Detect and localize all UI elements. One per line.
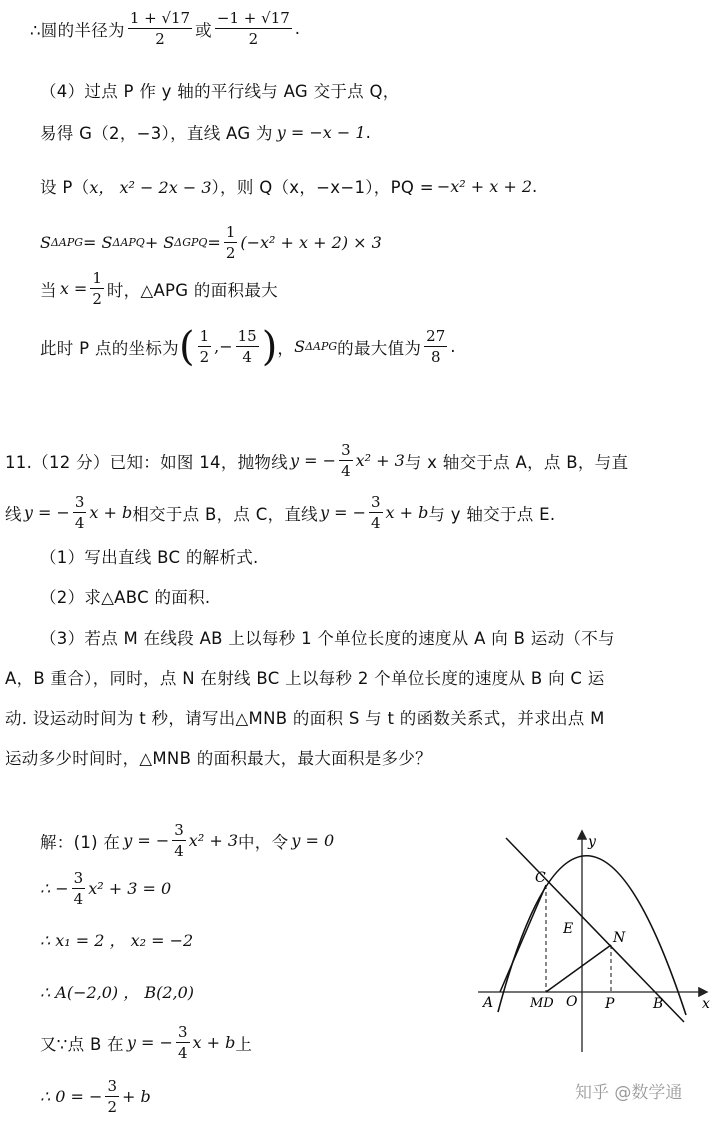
q11-part1: （1）写出直线 BC 的解析式. xyxy=(40,548,259,567)
line-bc xyxy=(506,838,684,1022)
fraction: $\frac{3}{4}$ xyxy=(174,821,184,860)
max-at-line: 当 x = $\frac{1}{2}$ 时，△APG 的面积最大 xyxy=(40,269,278,308)
fraction: $\frac{27}{8}$ xyxy=(426,327,446,366)
label-n: N xyxy=(613,930,626,946)
parabola-curve xyxy=(498,856,686,1015)
segment-ac xyxy=(500,885,546,992)
fraction: $\frac{3}{4}$ xyxy=(341,441,351,480)
p-coordinate-line: 此时 P 点的坐标为 ( $\frac{1}{2}$ ,− $\frac{15}{4}$ ) ， S ΔAPG 的最大值为 $\frac{27}{8}$ . xyxy=(40,323,456,370)
label-c: C xyxy=(535,870,546,886)
solution-line-3: ∴ x₁ = 2 ， x₂ = −2 xyxy=(40,931,194,950)
fraction: $\frac{3}{4}$ xyxy=(371,493,381,532)
q11-line-2: 线 y = − $\frac{3}{4}$ x + b 相交于点 B，点 C，直线 y = − $\frac{3}{4}$ x + b 与 y 轴交于点 E. xyxy=(5,493,556,532)
radius-prefix: ∴圆的半径为 xyxy=(30,20,125,40)
watermark: 知乎 @数学通 xyxy=(575,1083,683,1103)
q11-part3-line4: 运动多少时间时，△MNB 的面积最大，最大面积是多少？ xyxy=(5,749,432,768)
fraction: $\frac{1}{2}$ xyxy=(199,327,210,366)
q11-part3-line1: （3）若点 M 在线段 AB 上以每秒 1 个单位长度的速度从 A 向 B 运动（不与 xyxy=(40,629,615,648)
label-x: x xyxy=(702,996,710,1012)
solution-line-2: ∴ − $\frac{3}{4}$ x² + 3 = 0 xyxy=(40,869,172,908)
label-o: O xyxy=(566,994,578,1010)
fraction: $\frac{3}{4}$ xyxy=(74,493,85,532)
line-ag: 易得 G（2，−3），直线 AG 为 y = −x − 1 . xyxy=(40,122,372,143)
label-a: A xyxy=(483,995,494,1011)
label-p: P xyxy=(605,996,615,1012)
q11-part3-line2: A，B 重合），同时，点 N 在射线 BC 上以每秒 2 个单位长度的速度从 B 向 C 运 xyxy=(5,669,605,688)
area-formula: S ΔAPG = S ΔAPQ + S ΔGPQ = $\frac{1}{2}$ (−x² + x + 2) × 3 xyxy=(40,223,382,262)
fraction: $\frac{1}{2}$ xyxy=(225,223,236,262)
label-md: MD xyxy=(530,996,554,1011)
fraction: $\frac{3}{2}$ xyxy=(107,1077,117,1116)
parabola-figure xyxy=(470,820,720,1070)
fraction: $\frac{-1 + √17}{2}$ xyxy=(216,9,290,48)
fraction: $\frac{3}{4}$ xyxy=(177,1023,188,1062)
q11-part3-line3: 动. 设运动时间为 t 秒，请写出△MNB 的面积 S 与 t 的函数关系式，并求出点 M xyxy=(5,709,605,728)
solution-line-1: 解：(1) 在 y = − $\frac{3}{4}$ x² + 3 中，令 y = 0 xyxy=(40,821,335,860)
label-y: y xyxy=(588,834,596,850)
fraction: $\frac{1}{2}$ xyxy=(92,269,102,308)
solution-line-6: ∴ 0 = − $\frac{3}{2}$ + b xyxy=(40,1077,151,1116)
radius-line: ∴圆的半径为 $\frac{1 + √17}{2}$ 或 $\frac{-1 + √17}{2}$ . xyxy=(30,9,301,48)
label-e: E xyxy=(563,921,574,937)
solution-line-4: ∴ A(−2,0) ， B(2,0) xyxy=(40,983,195,1002)
pq-line: 设 P（ x， x² − 2x − 3 ），则 Q（x，−x−1），PQ = −x² + x + 2 . xyxy=(40,176,538,197)
solution-line-5: 又∵点 B 在 y = − $\frac{3}{4}$ x + b 上 xyxy=(40,1023,253,1062)
fraction: $\frac{1 + √17}{2}$ xyxy=(129,9,191,48)
segment-mn xyxy=(546,945,611,992)
fraction: $\frac{15}{4}$ xyxy=(237,327,257,366)
step4-line: （4）过点 P 作 y 轴的平行线与 AG 交于点 Q， xyxy=(40,82,400,101)
label-b: B xyxy=(653,996,664,1012)
q11-part2: （2）求△ABC 的面积. xyxy=(40,588,211,607)
fraction: $\frac{3}{4}$ xyxy=(73,869,84,908)
q11-line-1: 11.（12 分）已知：如图 14，抛物线 y = − $\frac{3}{4}$ x² + 3 与 x 轴交于点 A，点 B，与直 xyxy=(5,441,629,480)
